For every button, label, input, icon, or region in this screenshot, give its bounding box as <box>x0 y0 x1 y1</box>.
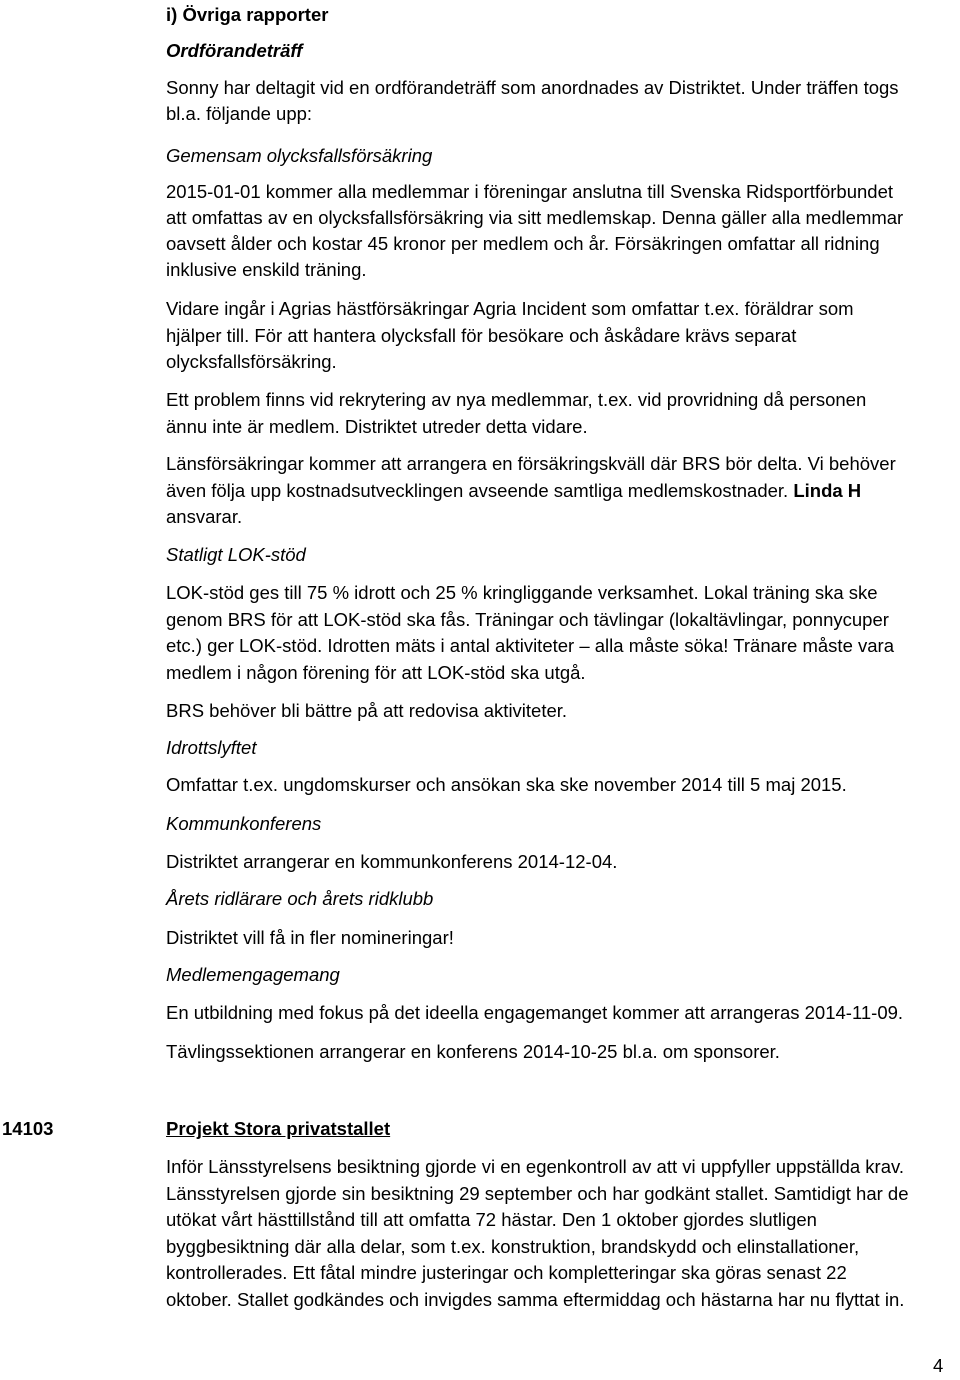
paragraph-line: kontrollerades. Ett fåtal mindre justeringar och kompletteringar ska göras senast 22 <box>166 1262 847 1283</box>
item-title: Projekt Stora privatstallet <box>166 1118 391 1139</box>
paragraph-line: medlem i någon förening för att LOK-stöd ska utgå. <box>166 661 586 683</box>
medlem-paragraph-2: Tävlingssektionen arrangerar en konferens 2014-10-25 bl.a. om sponsorer. <box>166 1041 780 1062</box>
paragraph-line: 2015-01-01 kommer alla medlemmar i föreningar anslutna till Svenska Ridsportförbundet <box>166 181 894 202</box>
heading-medlemengagemang: Medlemengagemang <box>166 964 340 985</box>
medlem-paragraph-1: En utbildning med fokus på det ideella engagemanget kommer att arrangeras 2014-11-09. <box>166 1002 904 1023</box>
section-heading: i) Övriga rapporter <box>166 4 329 25</box>
paragraph-line: hjälper till. För att hantera olycksfall för besökare och åskådare krävs separat <box>166 324 797 346</box>
paragraph-line: ansvarar. <box>166 506 243 527</box>
heading-olycksfall: Gemensam olycksfallsförsäkring <box>166 145 433 166</box>
paragraph-line: byggbesiktning där alla delar, som t.ex. konstruktion, brandskydd och elinstallationer, <box>166 1235 860 1257</box>
kommunkonferens-text: Distriktet arrangerar en kommunkonferens 2014-12-04. <box>166 851 618 872</box>
paragraph-line: genom BRS för att LOK-stöd ska fås. Träningar och tävlingar (lokaltävlingar, ponnycuper <box>166 608 889 630</box>
paragraph-line: Inför Länsstyrelsens besiktning gjorde vi en egenkontroll av att vi uppfyller uppställda krav. <box>166 1156 905 1177</box>
intro-line: bl.a. följande upp: <box>166 103 313 124</box>
item-number: 14103 <box>2 1118 54 1139</box>
olycksfall-paragraph-2 <box>166 296 854 376</box>
paragraph-text: även följa upp kostnadsutvecklingen avseende samtliga medlemskostnader. <box>166 479 789 501</box>
lok-paragraph-2: BRS behöver bli bättre på att redovisa aktiviteter. <box>166 700 568 721</box>
heading-kommunkonferens: Kommunkonferens <box>166 813 322 834</box>
intro-line: Sonny har deltagit vid en ordförandeträff som anordnades av Distriktet. Under träffen togs <box>166 77 899 98</box>
paragraph-line: Vidare ingår i Agrias hästförsäkringar Agria Incident som omfattar t.ex. föräldrar som <box>166 298 854 319</box>
paragraph-line: att omfattas av en olycksfallsförsäkring via sitt medlemskap. Denna gäller alla medlemmar <box>166 207 904 228</box>
paragraph-line: ännu inte är medlem. Distriktet utreder detta vidare. <box>166 415 588 437</box>
paragraph-line: inklusive enskild träning. <box>166 259 367 280</box>
heading-lok: Statligt LOK-stöd <box>166 544 306 565</box>
heading-ridlarare: Årets ridlärare och årets ridklubb <box>166 888 434 909</box>
paragraph-line: Länsstyrelsen gjorde sin besiktning 29 september och har godkänt stallet. Samtidigt har de <box>166 1182 909 1204</box>
olycksfall-paragraph-1 <box>166 179 903 283</box>
responsible-person: Linda H <box>793 479 862 501</box>
intro-paragraph <box>166 75 899 127</box>
item-paragraph <box>166 1154 908 1313</box>
page-number: 4 <box>933 1355 944 1376</box>
lok-paragraph-1 <box>166 580 894 686</box>
paragraph-line: oavsett ålder och kostar 45 kronor per medlem och år. Försäkringen omfattar all ridning <box>166 233 880 254</box>
paragraph-line: Länsförsäkringar kommer att arrangera en försäkringskväll där BRS bör delta. Vi behöver <box>166 453 896 474</box>
idrottslyftet-text: Omfattar t.ex. ungdomskurser och ansökan ska ske november 2014 till 5 maj 2015. <box>166 774 847 795</box>
paragraph-line: LOK-stöd ges till 75 % idrott och 25 % kringliggande verksamhet. Lokal träning ska ske <box>166 582 878 603</box>
paragraph-line: utökat vårt hästtillstånd till att omfatta 72 hästar. Den 1 oktober gjordes slutligen <box>166 1209 817 1230</box>
paragraph-line <box>166 478 896 505</box>
paragraph-line: oktober. Stallet godkändes och invigdes samma eftermiddag och hästarna har nu flyttat in. <box>166 1288 905 1310</box>
ridlarare-text: Distriktet vill få in fler nomineringar! <box>166 927 454 948</box>
paragraph-line: olycksfallsförsäkring. <box>166 351 337 372</box>
olycksfall-paragraph-3 <box>166 387 866 440</box>
olycksfall-paragraph-4 <box>166 451 896 531</box>
subheading-ordforandetraff: Ordförandeträff <box>166 40 303 61</box>
paragraph-line: Ett problem finns vid rekrytering av nya medlemmar, t.ex. vid provridning då personen <box>166 389 867 410</box>
heading-idrottslyftet: Idrottslyftet <box>166 737 257 758</box>
paragraph-line: etc.) ger LOK-stöd. Idrotten mäts i antal aktiviteter – alla måste söka! Tränare måste vara <box>166 635 894 656</box>
